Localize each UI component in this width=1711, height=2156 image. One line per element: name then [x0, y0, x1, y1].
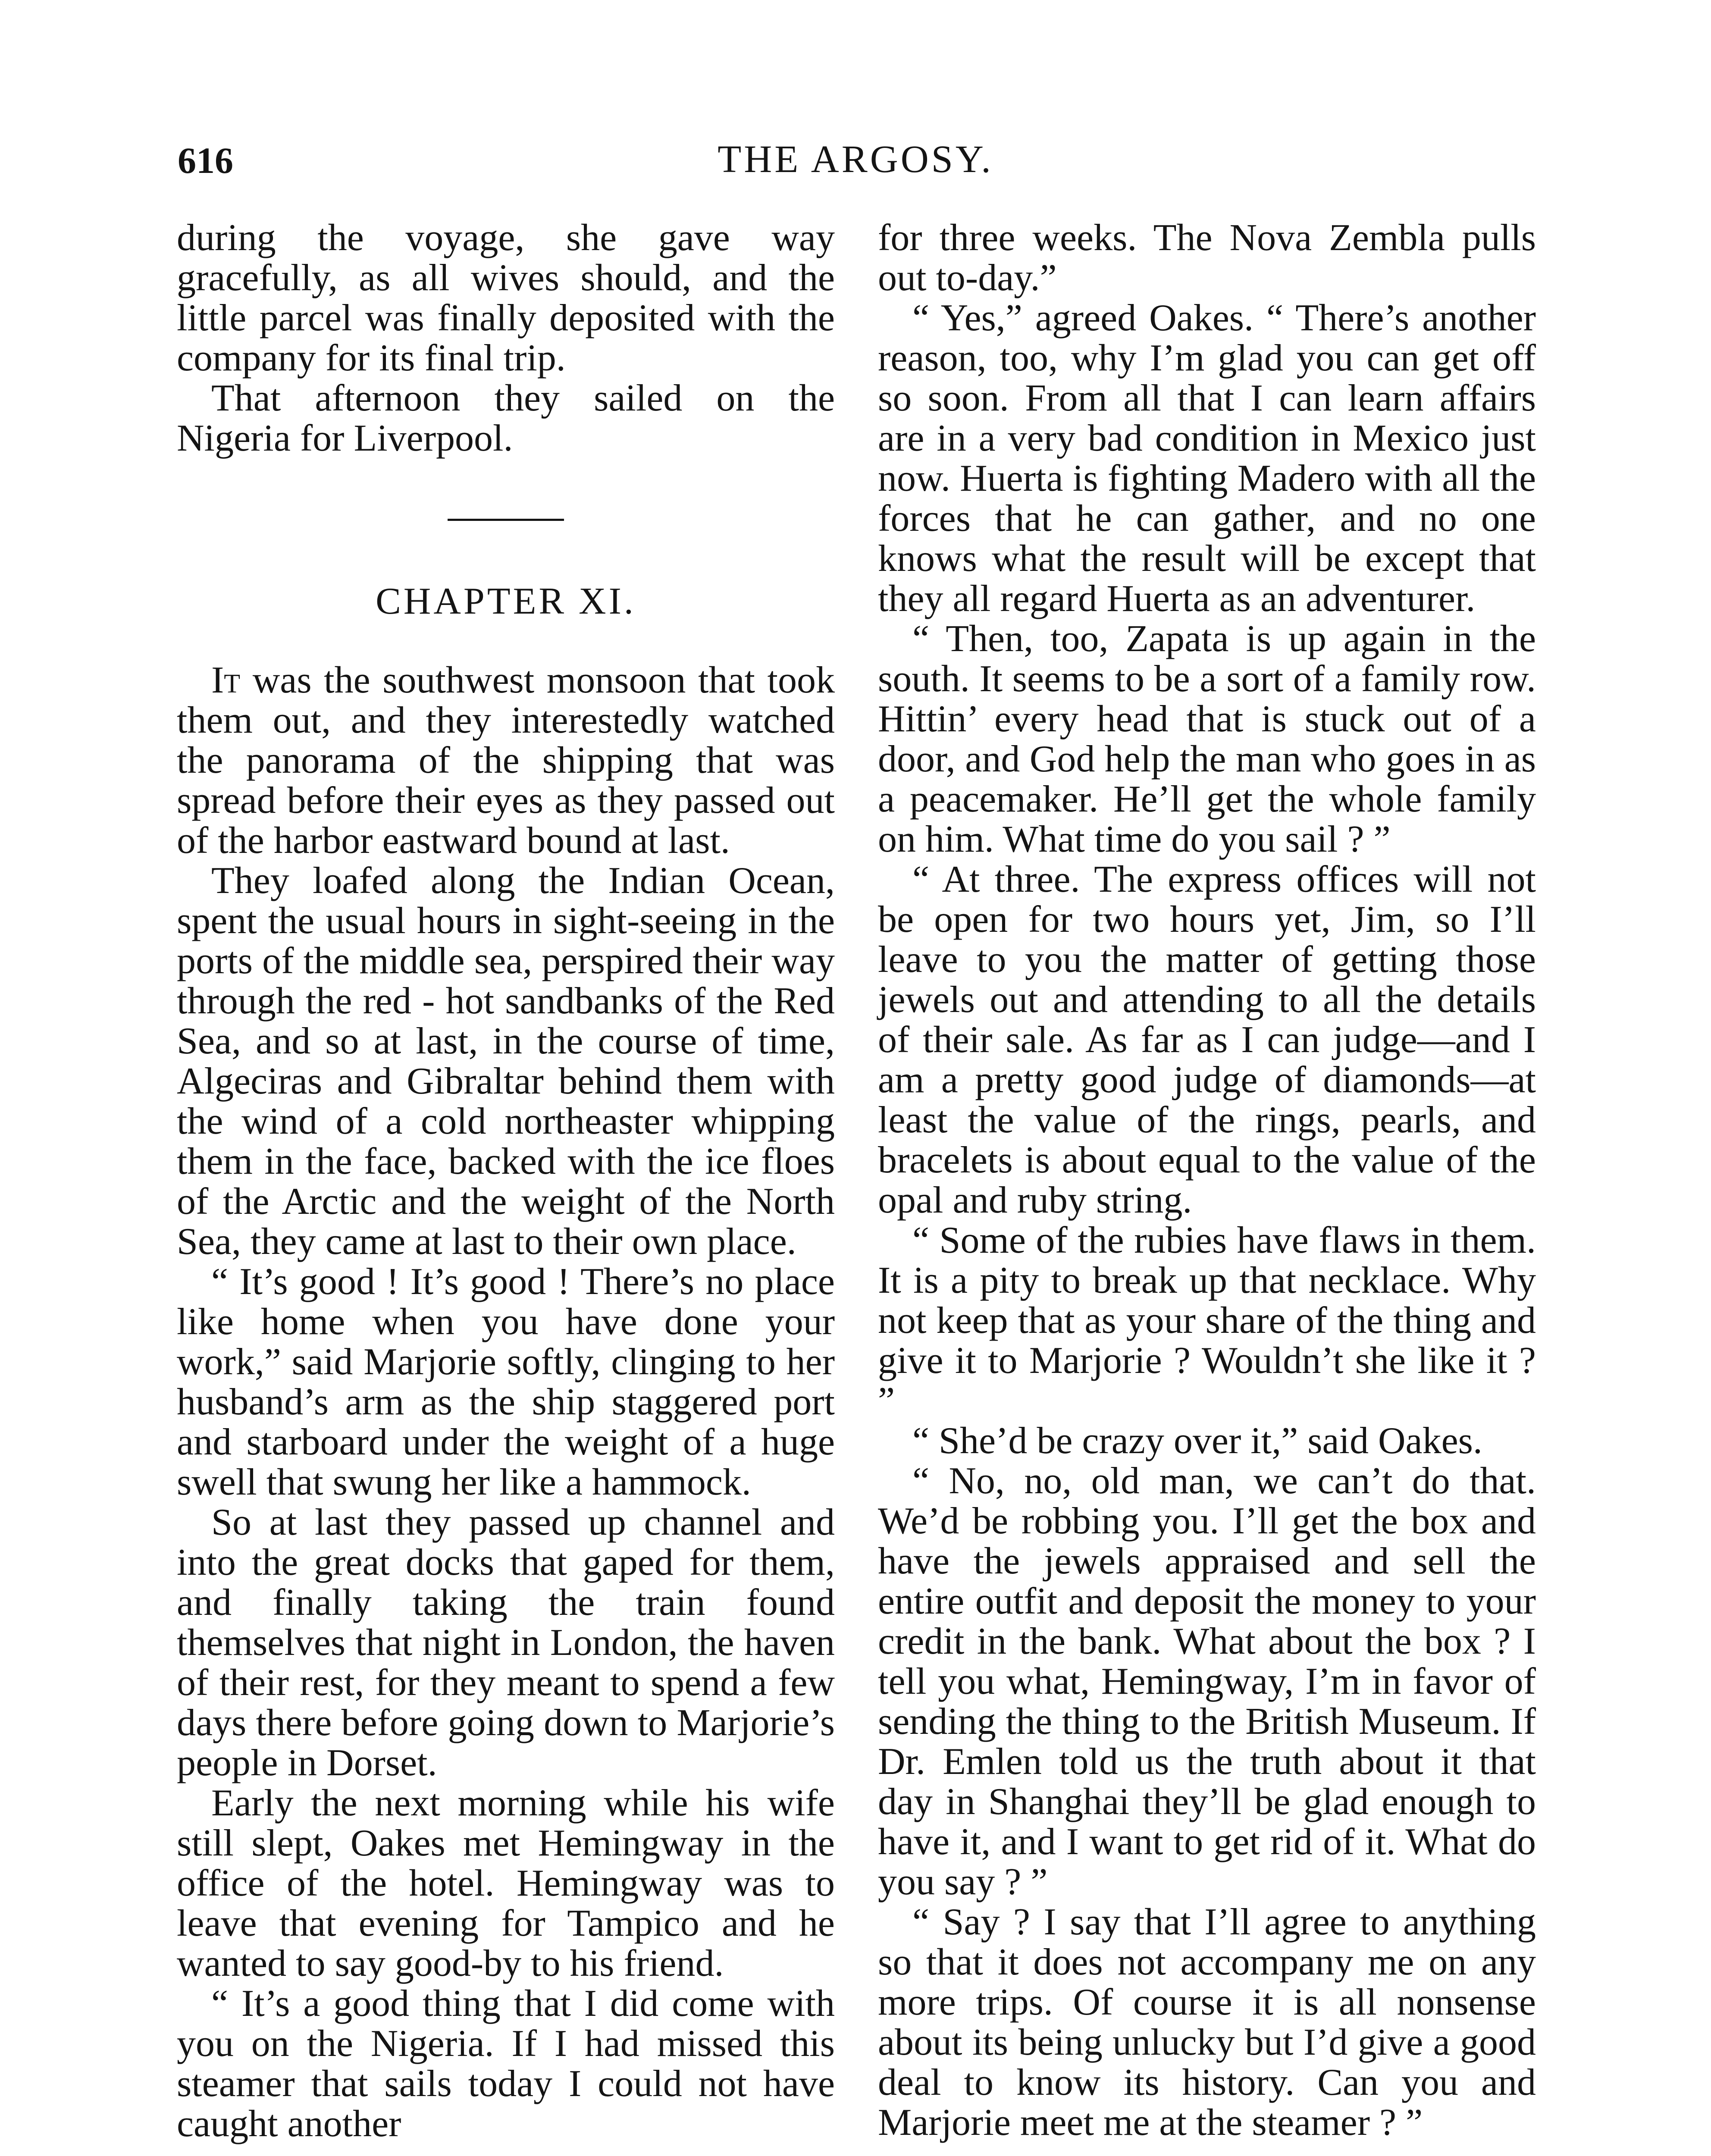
paragraph: during the voyage, she gave way gracefully, as all wives should, and the little parcel was finally deposited with the company for its final trip.: [177, 217, 835, 379]
section-divider: [448, 519, 564, 521]
paragraph: “ Say ? I say that I’ll agree to anything so that it does not accompany me on any more trips. Of course it is all nonsense about its being unlucky but I’d give a good deal to know its history. Can you and Marjorie meet me at the steamer ? ”: [878, 1901, 1536, 2143]
paragraph: “ At three. The express offices will not be open for two hours yet, Jim, so I’ll leave to you the matter of getting those jewels out and attending to all the details of their sale. As far as I can judge—and I am a pretty good judge of diamonds—at least the value of the rings, pearls, and bracelets is about equal to the value of the opal and ruby string.: [878, 859, 1536, 1221]
paragraph: “ No, no, old man, we can’t do that. We’d be robbing you. I’ll get the box and have the jewels appraised and sell the entire outfit and deposit the money to your credit in the bank. What about the box ? I tell you what, Hemingway, I’m in favor of sending the thing to the British Museum. If Dr. Emlen told us the truth about it that day in Shanghai they’ll be glad enough to have it, and I want to get rid of it. What do you say ? ”: [878, 1460, 1536, 1903]
paragraph: “ She’d be crazy over it,” said Oakes.: [912, 1420, 1482, 1462]
paragraph-text: was the southwest monsoon that took them out, and they interestedly watched the panorama of the shipping that was spread before their eyes as they passed out of the harbor eastward bound at last.: [177, 659, 835, 862]
opening-word: It: [211, 659, 241, 701]
right-column: [878, 218, 1536, 2143]
running-title: THE ARGOSY.: [718, 138, 993, 181]
paragraph: “ It’s good ! It’s good ! There’s no place like home when you have done your work,” said Marjorie softly, clinging to her husband’s arm as the ship staggered port and starboard under the weight of a huge swell that swung her like a hammock.: [177, 1261, 835, 1503]
paragraph: That afternoon they sailed on the Nigeria for Liverpool.: [177, 377, 835, 459]
paragraph: “ Some of the rubies have flaws in them. It is a pity to break up that necklace. Why not keep that as your share of the thing and give it to Marjorie ? Wouldn’t she like it ? ”: [878, 1219, 1536, 1422]
paragraph: “ It’s a good thing that I did come with you on the Nigeria. If I had missed this steamer that sails today I could not have caught another: [177, 1983, 835, 2145]
paragraph: for three weeks. The Nova Zembla pulls out to-day.”: [878, 217, 1536, 299]
page-number: 616: [178, 140, 233, 181]
paragraph: [177, 660, 835, 861]
chapter-heading: CHAPTER XI.: [376, 580, 636, 622]
paragraph: Early the next morning while his wife still slept, Oakes met Hemingway in the office of the hotel. Hemingway was to leave that evening for Tampico and he wanted to say good-by to his friend.: [177, 1782, 835, 1984]
paragraph: So at last they passed up channel and into the great docks that gaped for them, and finally taking the train found themselves that night in London, the haven of their rest, for they meant to spend a few days there before going down to Marjorie’s people in Dorset.: [177, 1501, 835, 1784]
paragraph: They loafed along the Indian Ocean, spent the usual hours in sight-seeing in the ports of the middle sea, perspired their way through the red - hot sandbanks of the Red Sea, and so at last, in the course of time, Algeciras and Gibraltar behind them with the wind of a cold northeaster whipping them in the face, backed with the ice floes of the Arctic and the weight of the North Sea, they came at last to their own place.: [177, 860, 835, 1263]
left-column: [177, 218, 835, 2144]
paragraph: “ Yes,” agreed Oakes. “ There’s another reason, too, why I’m glad you can get off so soon. From all that I can learn affairs are in a very bad condition in Mexico just now. Huerta is fighting Madero with all the forces that he can gather, and no one knows what the result will be except that they all regard Huerta as an adventurer.: [878, 297, 1536, 620]
paragraph: “ Then, too, Zapata is up again in the south. It seems to be a sort of a family row. Hittin’ every head that is stuck out of a door, and God help the man who goes in as a peacemaker. He’ll get the whole family on him. What time do you sail ? ”: [878, 618, 1536, 860]
